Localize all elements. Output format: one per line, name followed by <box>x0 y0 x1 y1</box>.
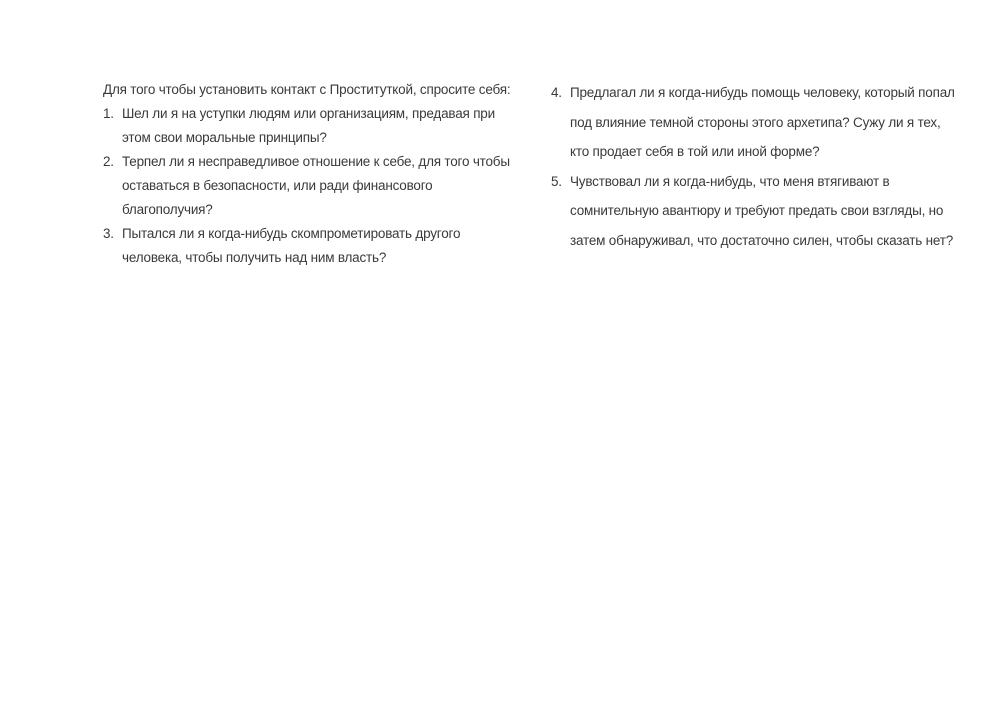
right-column <box>551 78 961 255</box>
list-item <box>551 78 961 167</box>
list-item <box>103 102 513 150</box>
item-number: 1. <box>103 106 114 121</box>
list-item <box>103 150 513 222</box>
left-column <box>103 78 513 270</box>
question-list-right <box>551 78 961 255</box>
item-number: 4. <box>551 85 562 100</box>
item-text: Чувствовал ли я когда-нибудь, что меня втягивают в сомнительную авантюру и требуют предать свои взгляды, но затем обнаруживал, что достаточно силен, чтобы сказать нет? <box>570 173 954 248</box>
item-number: 2. <box>103 154 114 169</box>
intro-text: Для того чтобы установить контакт с Проституткой, спросите себя: <box>103 82 511 97</box>
list-item <box>551 167 961 256</box>
item-number: 3. <box>103 226 114 241</box>
item-text: Пытался ли я когда-нибудь скомпрометировать другого человека, чтобы получить над ним власть? <box>122 226 461 265</box>
list-item <box>103 222 513 270</box>
item-text: Предлагал ли я когда-нибудь помощь человеку, который попал под влияние темной стороны этого архетипа? Сужу ли я тех, кто продает себя в той или иной форме? <box>570 85 955 159</box>
item-text: Шел ли я на уступки людям или организациям, предавая при этом свои моральные принципы? <box>122 106 495 145</box>
item-number: 5. <box>551 173 562 189</box>
question-list-left <box>103 102 513 270</box>
item-text: Терпел ли я несправедливое отношение к себе, для того чтобы оставаться в безопасности, или ради финансового благополучия? <box>122 154 510 217</box>
